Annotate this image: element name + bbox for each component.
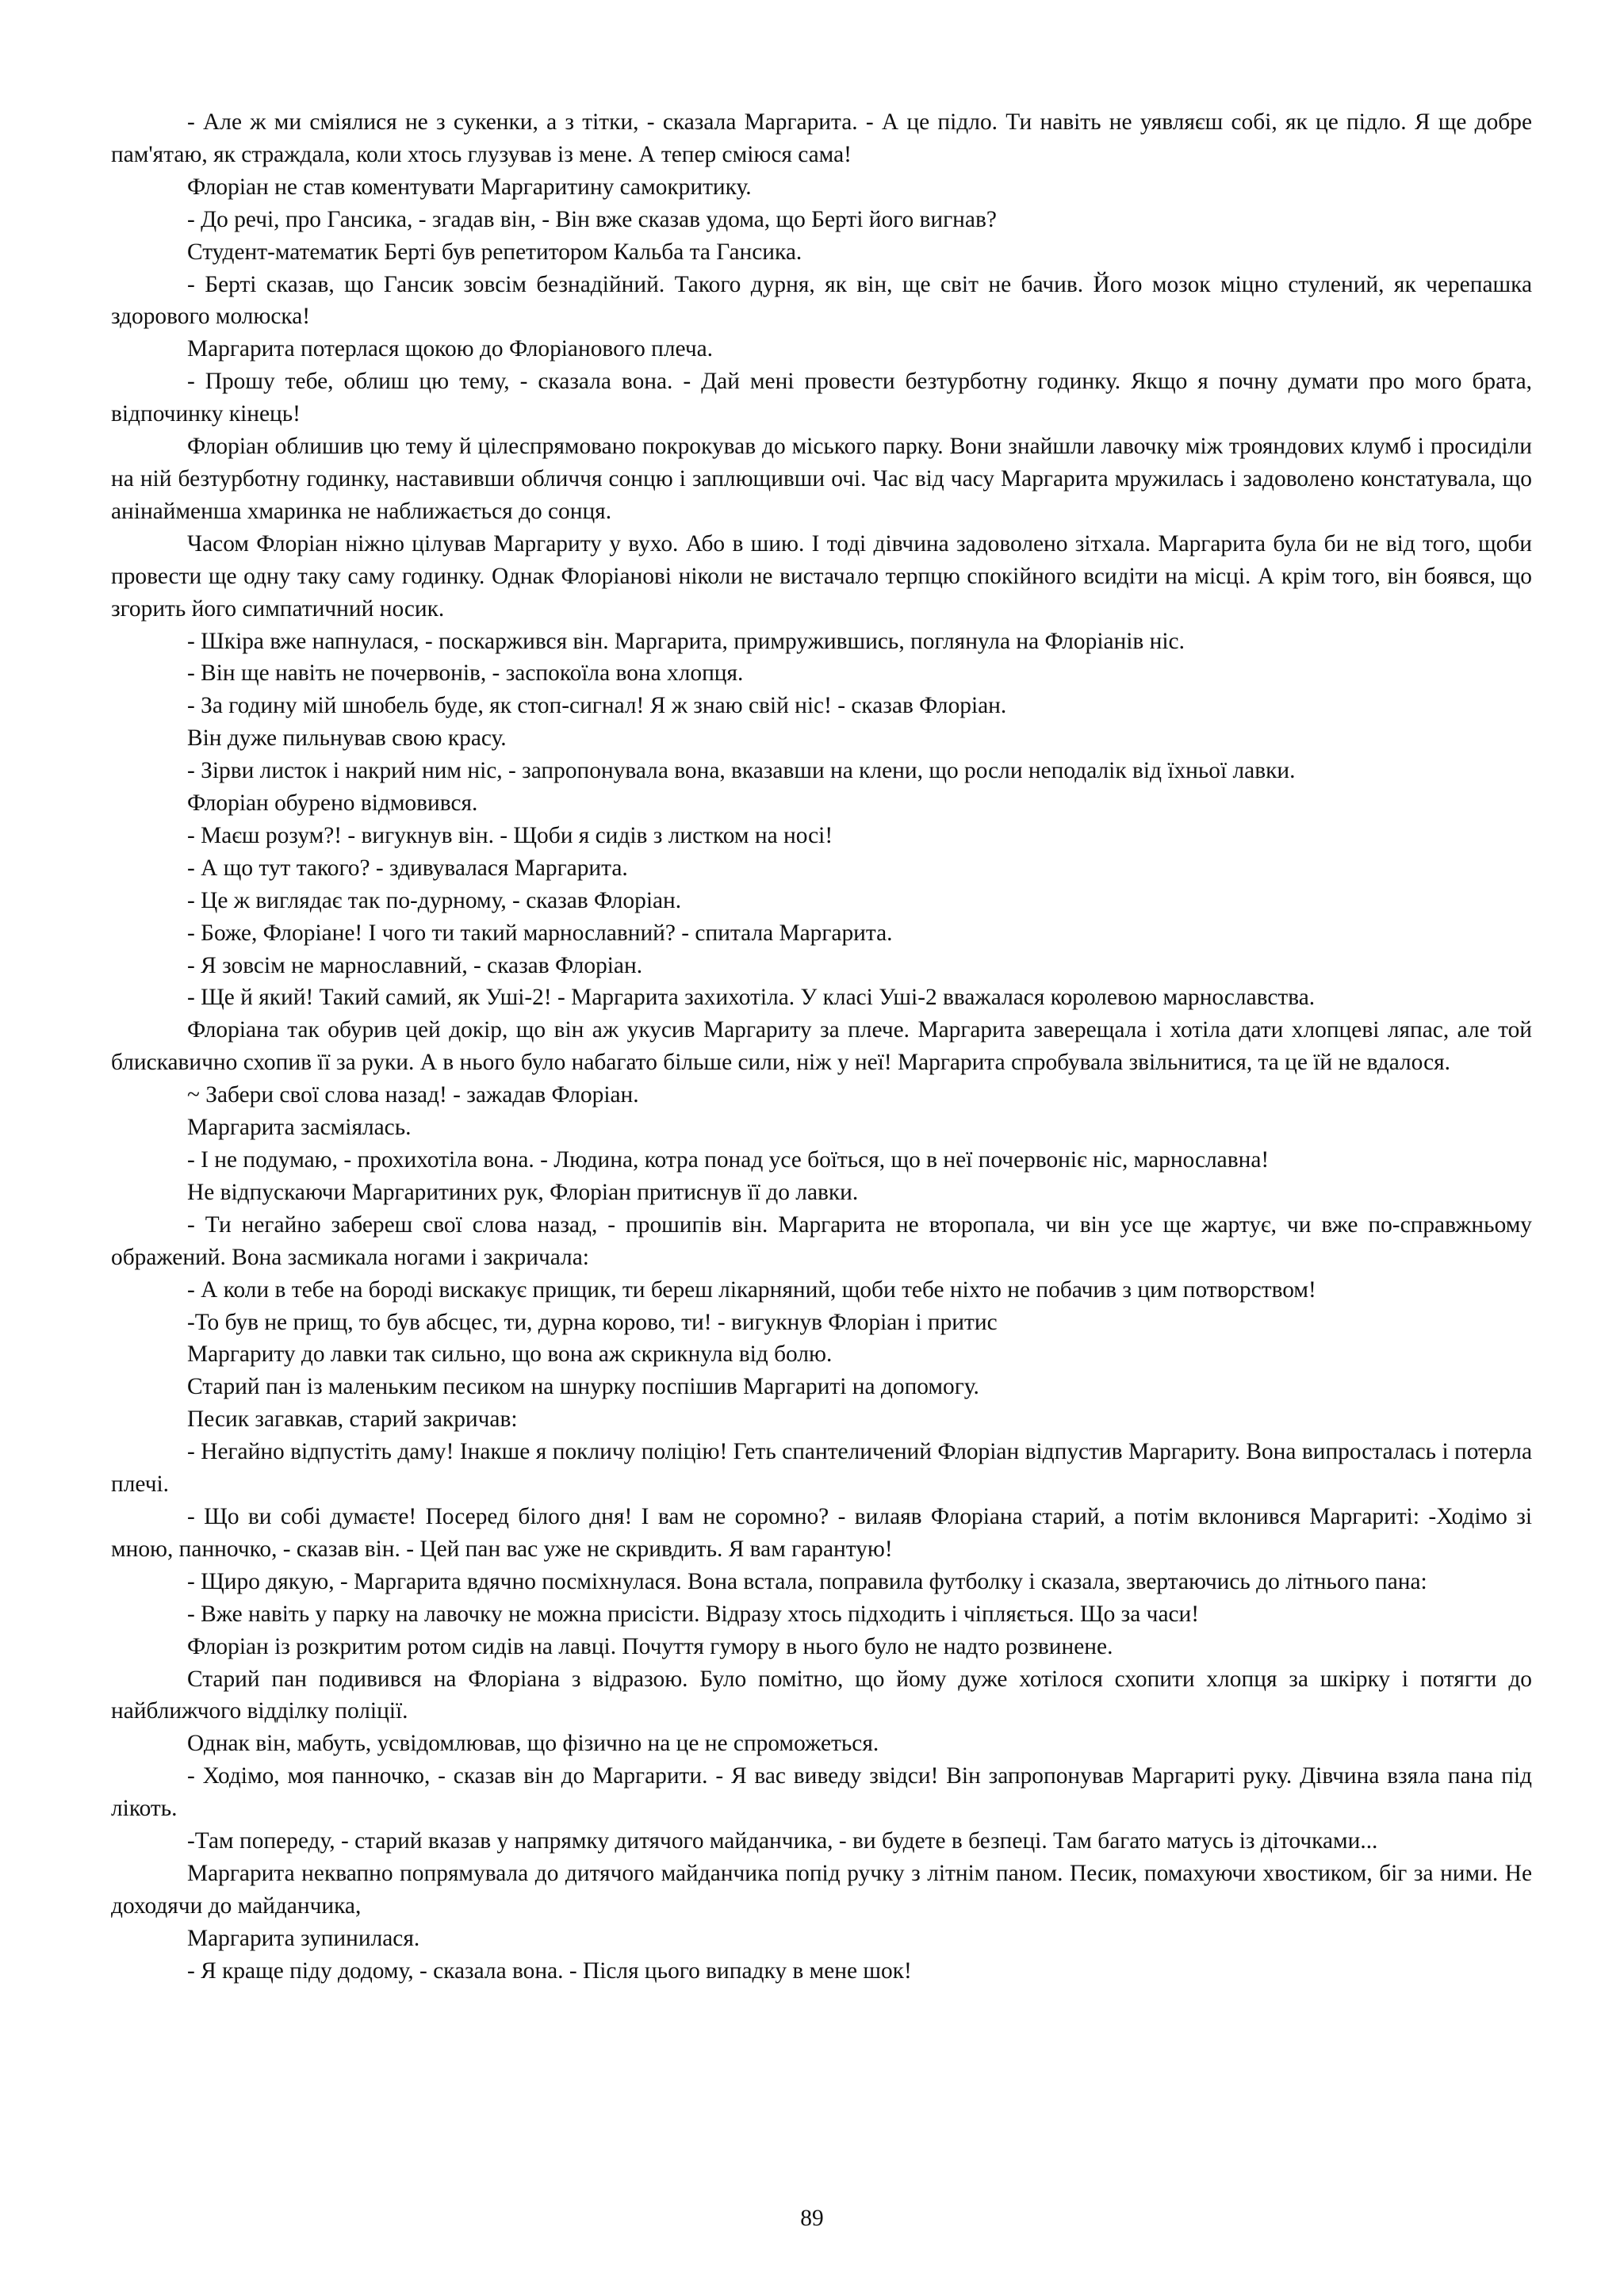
paragraph: - Вже навіть у парку на лавочку не можна присісти. Відразу хтось підходить і чіпляється. Що за часи!	[187, 1601, 1200, 1627]
paragraph: Песик загавкав, старий закричав:	[187, 1406, 518, 1433]
paragraph: -То був не прищ, то був абсцес, ти, дурна корово, ти! - вигукнув Флоріан і притис	[187, 1309, 998, 1335]
paragraph: Маргарита потерлася щокою до Флоріанового плеча.	[187, 336, 714, 362]
paragraph: Студент-математик Берті був репетитором Кальба та Гансика.	[187, 239, 802, 265]
paragraph: - Ти негайно забереш свої слова назад, - прошипів він. Маргарита не второпала, чи він усе ще жартує, чи вже по-справжньому ображений. Вона засмикала ногами і закричала:	[111, 1211, 1532, 1270]
paragraph: - Боже, Флоріане! І чого ти такий марнославний? - спитала Маргарита.	[187, 920, 893, 946]
paragraph: - Берті сказав, що Гансик зовсім безнадійний. Такого дурня, як він, ще світ не бачив. Його мозок міцно стулений, як черепашка здорового молюска!	[111, 271, 1532, 330]
paragraph: ~ Забери свої слова назад! - зажадав Флоріан.	[187, 1082, 639, 1108]
paragraph: - За годину мій шнобель буде, як стоп-сигнал! Я ж знаю свій ніс! - сказав Флоріан.	[187, 693, 1007, 719]
paragraph: Часом Флоріан ніжно цілував Маргариту у вухо. Або в шию. І тоді дівчина задоволено зітхала. Маргарита була би не від того, щоби провести ще одну таку саму годинку. Однак Флоріанові ніколи не вистачало терпцю спокійного всидіти на місці. А крім того, він боявся, що згорить його симпатичний носик.	[111, 530, 1532, 622]
paragraph: Флоріана так обурив цей докір, що він аж укусив Маргариту за плече. Маргарита заверещала і хотіла дати хлопцеві ляпас, але той блискавично схопив її за руки. А в нього було набагато більше сили, ніж у неї! Маргарита спробувала звільнитися, та це їй не вдалося.	[111, 1017, 1532, 1076]
paragraph: - Прошу тебе, облиш цю тему, - сказала вона. - Дай мені провести безтурботну годинку. Якщо я почну думати про мого брата, відпочинку кінець!	[111, 369, 1532, 427]
paragraph: Флоріан не став коментувати Маргаритину самокритику.	[187, 174, 752, 200]
paragraph: - Це ж виглядає так по-дурному, - сказав Флоріан.	[187, 887, 682, 913]
paragraph: - Ходімо, моя панночко, - сказав він до Маргарити. - Я вас виведу звідси! Він запропонував Маргариті руку. Дівчина взяла пана під лікоть.	[111, 1763, 1532, 1822]
paragraph: Однак він, мабуть, усвідомлював, що фізично на це не спроможеться.	[187, 1731, 879, 1757]
paragraph: Маргарита неквапно попрямувала до дитячого майданчика попід ручку з літнім паном. Песик, помахуючи хвостиком, біг за ними. Не доходячи до майданчика,	[111, 1860, 1532, 1919]
paragraph: Маргариту до лавки так сильно, що вона аж скрикнула від болю.	[187, 1341, 833, 1368]
paragraph: - А що тут такого? - здивувалася Маргарита.	[187, 855, 628, 881]
paragraph: -Там попереду, - старий вказав у напрямку дитячого майданчика, - ви будете в безпеці. Там багато матусь із діточками...	[187, 1828, 1378, 1854]
paragraph: - Я краще піду додому, - сказала вона. - Після цього випадку в мене шок!	[187, 1957, 912, 1984]
paragraph: - А коли в тебе на бороді вискакує прищик, ти береш лікарняний, щоби тебе ніхто не побачив з цим потворством!	[187, 1276, 1316, 1303]
paragraph: Флоріан обурено відмовився.	[187, 790, 478, 817]
paragraph: - Негайно відпустіть даму! Інакше я покличу поліцію! Геть спантеличений Флоріан відпустив Маргариту. Вона випросталась і потерла плечі.	[111, 1439, 1532, 1498]
paragraph: Він дуже пильнував свою красу.	[187, 725, 507, 752]
paragraph: Не відпускаючи Маргаритиних рук, Флоріан притиснув її до лавки.	[187, 1179, 859, 1205]
page-number: 89	[800, 2206, 824, 2231]
paragraph: - Але ж ми сміялися не з сукенки, а з тітки, - сказала Маргарита. - А це підло. Ти навіть не уявляєш собі, як це підло. Я ще добре пам'ятаю, як страждала, коли хтось глузував із мене. А тепер сміюся сама!	[111, 109, 1532, 167]
paragraph: Флоріан облишив цю тему й цілеспрямовано покрокував до міського парку. Вони знайшли лавочку між трояндових клумб і просиділи на ній безтурботну годинку, наставивши обличчя сонцю і заплющивши очі. Час від часу Маргарита мружилась і задоволено констатувала, що анінайменша хмаринка не наближається до сонця.	[111, 434, 1532, 524]
page-body-text	[111, 106, 1532, 1988]
paragraph: - Він ще навіть не почервонів, - заспокоїла вона хлопця.	[187, 660, 744, 687]
paragraph: Маргарита засміялась.	[187, 1115, 412, 1141]
paragraph: - Що ви собі думаєте! Посеред білого дня! І вам не соромно? - вилаяв Флоріана старий, а потім вклонився Маргариті: -Ходімо зі мною, панночко, - сказав він. - Цей пан вас уже не скривдить. Я вам гарантую!	[111, 1503, 1532, 1562]
paragraph: - Шкіра вже напнулася, - поскаржився він. Маргарита, примружившись, поглянула на Флоріанів ніс.	[187, 628, 1185, 654]
paragraph: Маргарита зупинилася.	[187, 1925, 420, 1951]
paragraph: - Маєш розум?! - вигукнув він. - Щоби я сидів з листком на носі!	[187, 822, 833, 848]
paragraph: - Ще й який! Такий самий, як Уші-2! - Маргарита захихотіла. У класі Уші-2 вважалася королевою марнославства.	[187, 985, 1316, 1011]
paragraph: - Щиро дякую, - Маргарита вдячно посміхнулася. Вона встала, поправила футболку і сказала, звертаючись до літнього пана:	[187, 1568, 1427, 1594]
paragraph: Старий пан подивився на Флоріана з відразою. Було помітно, що йому дуже хотілося схопити хлопця за шкірку і потягти до найближчого відділку поліції.	[111, 1666, 1532, 1724]
paragraph: - До речі, про Гансика, - згадав він, - Він вже сказав удома, що Берті його вигнав?	[187, 206, 997, 232]
paragraph: - І не подумаю, - прохихотіла вона. - Людина, котра понад усе боїться, що в неї почервоніє ніс, марнославна!	[187, 1147, 1270, 1173]
paragraph: - Зірви листок і накрий ним ніс, - запропонувала вона, вказавши на клени, що росли неподалік від їхньої лавки.	[187, 758, 1296, 784]
paragraph: - Я зовсім не марнославний, - сказав Флоріан.	[187, 952, 643, 978]
paragraph: Старий пан із маленьким песиком на шнурку поспішив Маргариті на допомогу.	[187, 1374, 979, 1400]
paragraph: Флоріан із розкритим ротом сидів на лавці. Почуття гумору в нього було не надто розвинене.	[187, 1633, 1113, 1659]
